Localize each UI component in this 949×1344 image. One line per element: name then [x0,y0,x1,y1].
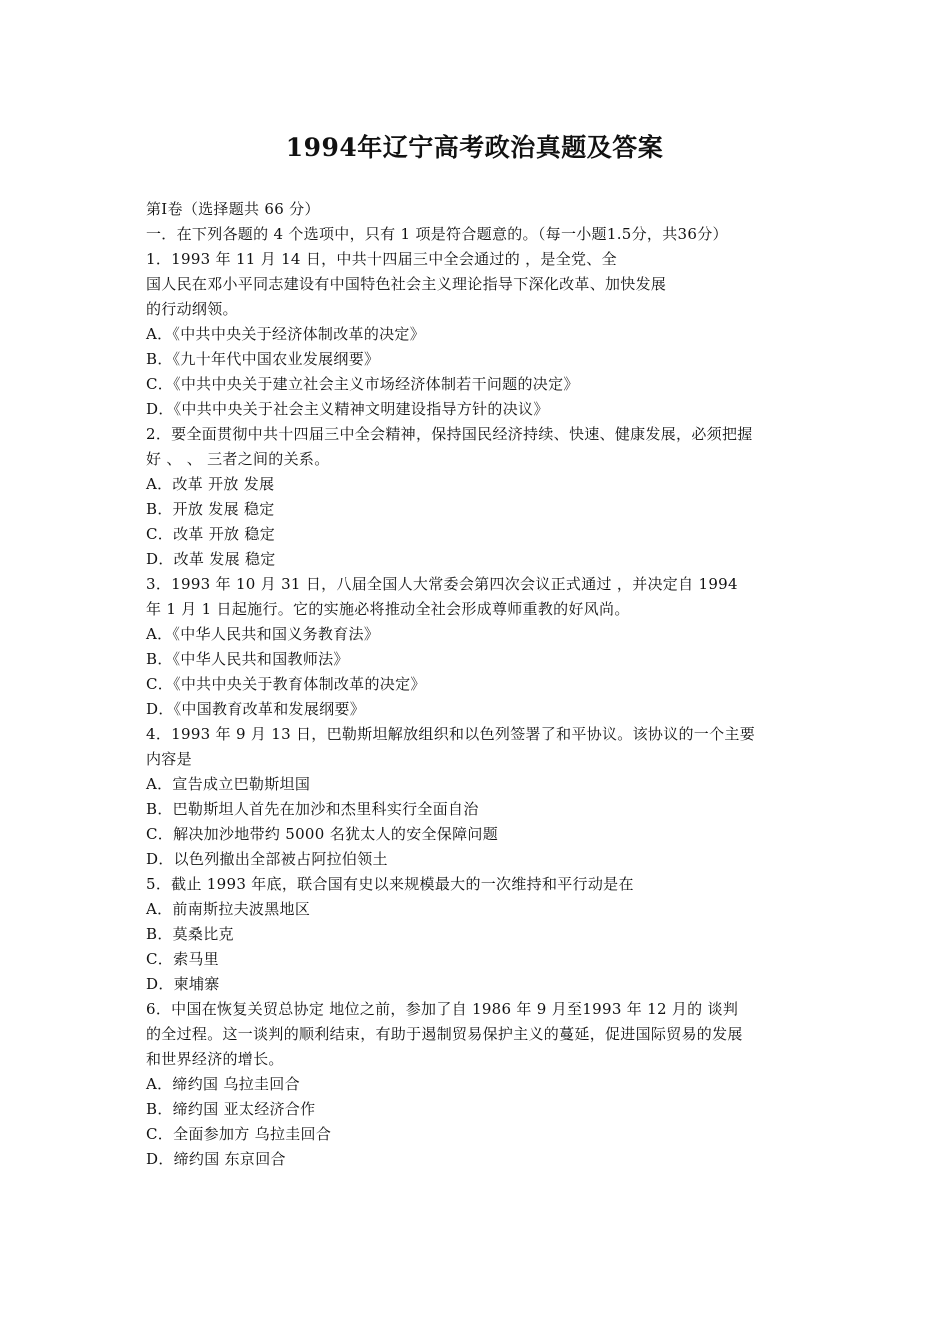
text-line: 和世界经济的增长。 [146,1050,284,1068]
text-line: 年 1 月 1 日起施行。它的实施必将推动全社会形成尊师重教的好风尚。 [146,600,630,618]
text-line: 4．1993 年 9 月 13 日，巴勒斯坦解放组织和以色列签署了和平协议。该协议的一个主要 [146,725,755,743]
text-line: 一．在下列各题的 4 个选项中，只有 1 项是符合题意的。（每一小题1.5分，共36分） [146,225,728,243]
text-line: C．《中共中央关于教育体制改革的决定》 [146,675,426,693]
text-line: 2．要全面贯彻中共十四届三中全会精神，保持国民经济持续、快速、健康发展，必须把握 [146,425,753,443]
text-line: 6．中国在恢复关贸总协定 地位之前，参加了自 1986 年 9 月至1993 年 12 月的 谈判 [146,1000,739,1018]
text-line: 国人民在邓小平同志建设有中国特色社会主义理论指导下深化改革、加快发展 [146,275,667,293]
text-line: D．《中国教育改革和发展纲要》 [146,700,366,718]
text-line: B．《九十年代中国农业发展纲要》 [146,350,380,368]
text-line: 1．1993 年 11 月 14 日，中共十四届三中全会通过的 ，是全党、全 [146,250,617,268]
text-line: 第Ⅰ卷（选择题共 66 分） [146,200,320,218]
text-line: A．宣告成立巴勒斯坦国 [146,775,311,793]
text-line: C．全面参加方 乌拉圭回合 [146,1125,332,1143]
text-line: C．《中共中央关于建立社会主义市场经济体制若干问题的决定》 [146,375,579,393]
text-line: B．开放 发展 稳定 [146,500,275,518]
exam-body [146,197,826,1172]
text-line: B．莫桑比克 [146,925,234,943]
text-line: 的全过程。这一谈判的顺利结束，有助于遏制贸易保护主义的蔓延，促进国际贸易的发展 [146,1025,743,1043]
text-line: 内容是 [146,750,192,768]
text-line: 3．1993 年 10 月 31 日，八届全国人大常委会第四次会议正式通过 ，并决定自 1994 [146,575,738,593]
text-line: D．改革 发展 稳定 [146,550,276,568]
text-line: D．缔约国 东京回合 [146,1150,286,1168]
text-line: B．巴勒斯坦人首先在加沙和杰里科实行全面自治 [146,800,479,818]
text-line: C．解决加沙地带约 5000 名犹太人的安全保障问题 [146,825,498,843]
text-line: A．改革 开放 发展 [146,475,275,493]
text-line: A．《中共中央关于经济体制改革的决定》 [146,325,426,343]
text-line: A．前南斯拉夫波黑地区 [146,900,311,918]
text-line: B．缔约国 亚太经济合作 [146,1100,316,1118]
text-line: A．《中华人民共和国义务教育法》 [146,625,380,643]
page-title: 1994年辽宁高考政治真题及答案 [285,133,664,162]
text-line: C．改革 开放 稳定 [146,525,276,543]
text-line: A．缔约国 乌拉圭回合 [146,1075,300,1093]
text-line: D．柬埔寨 [146,975,220,993]
text-line: 的行动纲领。 [146,300,238,318]
text-line: D．以色列撤出全部被占阿拉伯领土 [146,850,388,868]
text-line: 好 、 、 三者之间的关系。 [146,450,330,468]
text-line: D．《中共中央关于社会主义精神文明建设指导方针的决议》 [146,400,549,418]
text-line: C．索马里 [146,950,219,968]
text-line: B．《中华人民共和国教师法》 [146,650,349,668]
text-line: 5．截止 1993 年底，联合国有史以来规模最大的一次维持和平行动是在 [146,875,634,893]
